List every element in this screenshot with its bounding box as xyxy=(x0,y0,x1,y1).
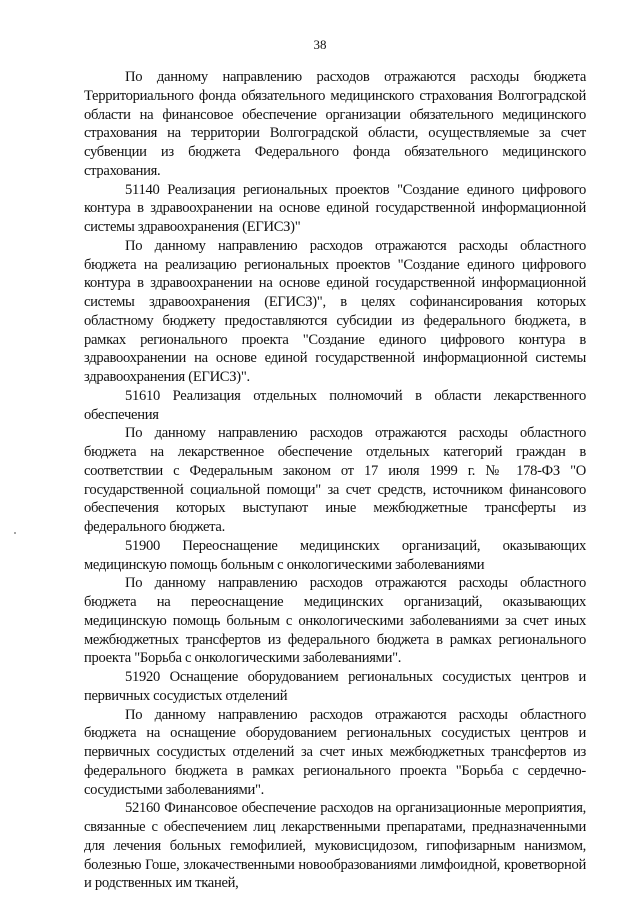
heading-51920: 51920 Оснащение оборудованием региональных сосудистых центров и первичных сосудистых отделений xyxy=(84,669,586,704)
heading-51900: 51900 Переоснащение медицинских организаций, оказывающих медицинскую помощь больным с онкологическими заболеваниями xyxy=(84,537,586,573)
paragraph-51900-description: По данному направлению расходов отражаются расходы областного бюджета на переоснащение медицинских организаций, оказывающих медицинскую помощь больным с онкологическими заболеваниями за счет иных межбюджетных трансфертов из федерального бюджета в рамках регионального проекта "Борьба с онкологическими заболеваниями". xyxy=(84,575,586,667)
paragraph-tfoms-expenses: По данному направлению расходов отражаются расходы бюджета Территориального фонда обязательного медицинского страхования Волгоградской области на финансовое обеспечение организации обязательного медицинского страхования на территории Волгоградской области, осуществляемые за счет субвенции из бюджета Федерального фонда обязательного медицинского страхования. xyxy=(84,69,586,179)
document-body xyxy=(84,68,586,893)
heading-51140: 51140 Реализация региональных проектов "Создание единого цифрового контура в здравоохранении на основе единой государственной информационной системы здравоохранения (ЕГИСЗ)" xyxy=(84,181,586,235)
paragraph-51610-description: По данному направлению расходов отражаются расходы областного бюджета на лекарственное обеспечение отдельных категорий граждан в соответствии с Федеральным законом от 17 июля 1999 г. № 178-ФЗ "О государственной социальной помощи" за счет средств, источником финансового обеспечения которых выступают иные межбюджетные трансферты из федерального бюджета. xyxy=(84,425,586,535)
scan-speck xyxy=(14,532,16,534)
paragraph-51140-description: По данному направлению расходов отражаются расходы областного бюджета на реализацию региональных проектов "Создание единого цифрового контура в здравоохранении на основе единой государственной информационной системы здравоохранения (ЕГИСЗ)", в целях софинансирования которых областному бюджету предоставляются субсидии из федерального бюджета, в рамках регионального проекта "Создание единого цифрового контура в здравоохранении на основе единой государственной информационной системы здравоохранения (ЕГИСЗ)". xyxy=(84,237,586,385)
paragraph-51920-description: По данному направлению расходов отражаются расходы областного бюджета на оснащение оборудованием региональных сосудистых центров и первичных сосудистых отделений за счет иных межбюджетных трансфертов из федерального бюджета в рамках регионального проекта "Борьба с сердечно-сосудистыми заболеваниями". xyxy=(84,706,586,798)
heading-52160: 52160 Финансовое обеспечение расходов на организационные мероприятия, связанные с обеспечением лиц лекарственными препаратами, предназначенными для лечения больных гемофилией, муковисцидозом, гипофизарным нанизмом, болезнью Гоше, злокачественными новообразованиями лимфоидной, кроветворной и родственных им тканей, xyxy=(84,800,586,892)
heading-51610: 51610 Реализация отдельных полномочий в области лекарственного обеспечения xyxy=(84,387,586,423)
page-number: 38 xyxy=(313,37,327,52)
